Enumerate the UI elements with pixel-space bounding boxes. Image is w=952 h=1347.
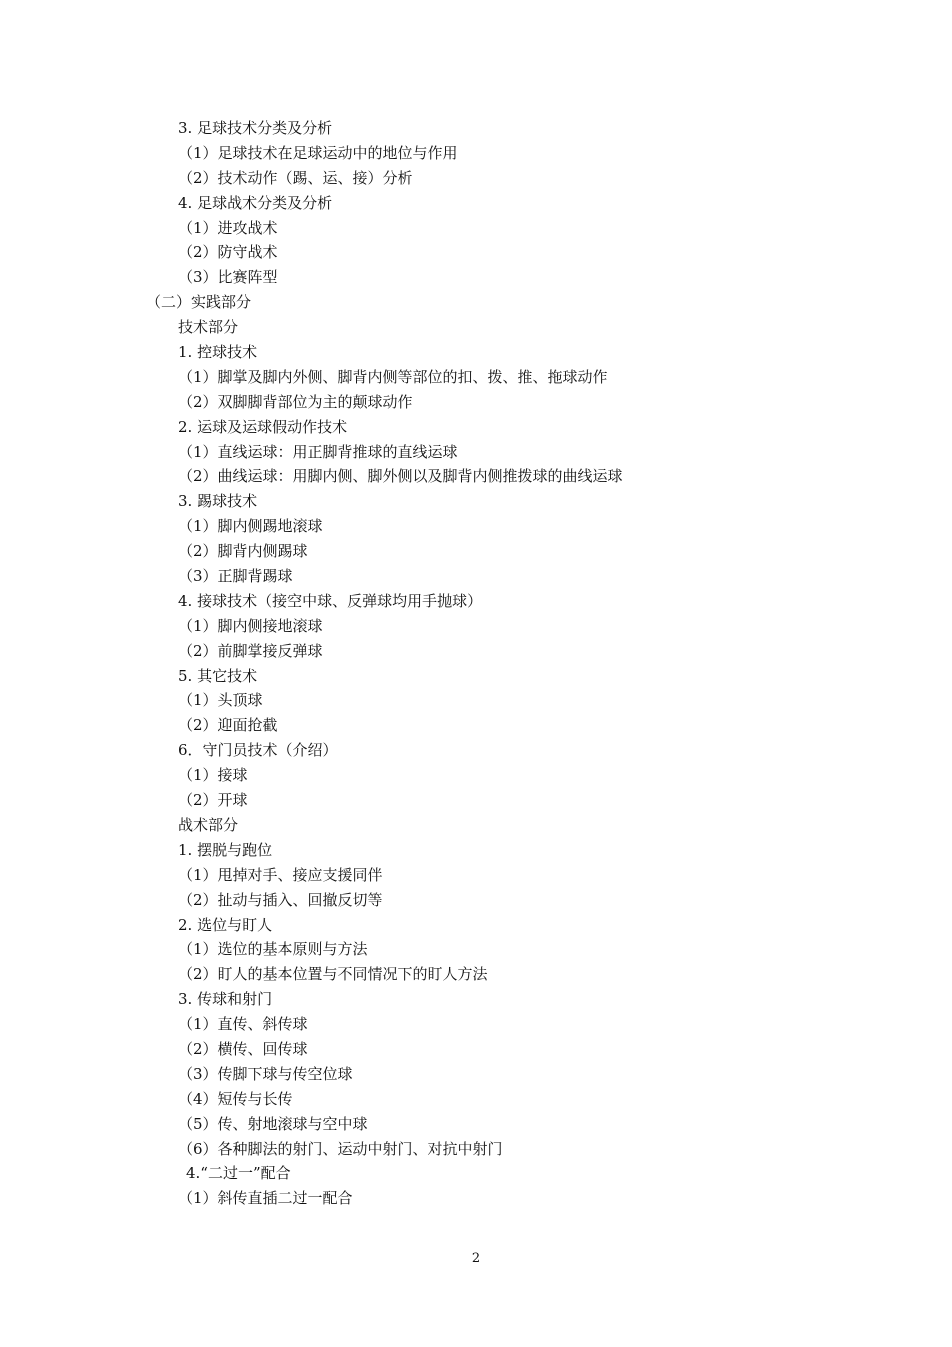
list-item: （1）脚掌及脚内外侧、脚背内侧等部位的扣、拨、推、拖球动作 [178,367,608,386]
list-item: （1）甩掉对手、接应支援同伴 [178,865,383,884]
section-heading: 2. 运球及运球假动作技术 [178,417,348,436]
list-item: （1）接球 [178,766,248,785]
list-item: （2）前脚掌接反弹球 [178,641,323,660]
list-item: （4）短传与长传 [178,1089,293,1108]
list-item: （6）各种脚法的射门、运动中射门、对抗中射门 [178,1139,503,1158]
list-item: （1）直传、斜传球 [178,1015,308,1034]
page-number: 2 [471,1251,481,1266]
section-heading: 1. 摆脱与跑位 [178,840,273,859]
section-heading: 1. 控球技术 [178,343,258,362]
section-heading: 5. 其它技术 [178,666,258,685]
list-item: （5）传、射地滚球与空中球 [178,1114,368,1133]
list-item: （1）进攻战术 [178,218,278,237]
section-heading: 3. 传球和射门 [178,990,273,1009]
list-item: （3）传脚下球与传空位球 [178,1064,353,1083]
list-item: （1）脚内侧接地滚球 [178,616,323,635]
list-item: （1）斜传直插二过一配合 [178,1189,353,1208]
subpart-heading: 战术部分 [178,815,239,834]
section-heading: 3. 踢球技术 [178,492,258,511]
list-item: （3）比赛阵型 [178,268,278,287]
section-heading: 4. 足球战术分类及分析 [178,193,333,212]
list-item: （3）正脚背踢球 [178,567,293,586]
list-item: （2）开球 [178,791,248,810]
list-item: （2）脚背内侧踢球 [178,542,308,561]
list-item: （2）双脚脚背部位为主的颠球动作 [178,392,413,411]
list-item: （2）曲线运球：用脚内侧、脚外侧以及脚背内侧推拨球的曲线运球 [178,467,623,486]
list-item: （2）防守战术 [178,243,278,262]
section-heading: 4. 接球技术（接空中球、反弹球均用手抛球） [178,591,483,610]
section-heading: 4.“二过一”配合 [186,1164,291,1183]
list-item: （1）选位的基本原则与方法 [178,940,368,959]
section-heading: 2. 选位与盯人 [178,915,273,934]
list-item: （2）迎面抢截 [178,716,278,735]
subpart-heading: 技术部分 [178,318,239,337]
list-item: （1）头顶球 [178,691,263,710]
list-item: （2）技术动作（踢、运、接）分析 [178,168,413,187]
list-item: （2）盯人的基本位置与不同情况下的盯人方法 [178,965,488,984]
list-item: （1）直线运球：用正脚背推球的直线运球 [178,442,458,461]
list-item: （1）足球技术在足球运动中的地位与作用 [178,143,458,162]
list-item: （2）扯动与插入、回撤反切等 [178,890,383,909]
part-heading: （二）实践部分 [146,293,252,312]
list-item: （2）横传、回传球 [178,1039,308,1058]
page-content [0,116,952,1211]
section-heading: 3. 足球技术分类及分析 [178,119,333,137]
section-heading: 6．守门员技术（介绍） [178,741,338,760]
list-item: （1）脚内侧踢地滚球 [178,517,323,536]
